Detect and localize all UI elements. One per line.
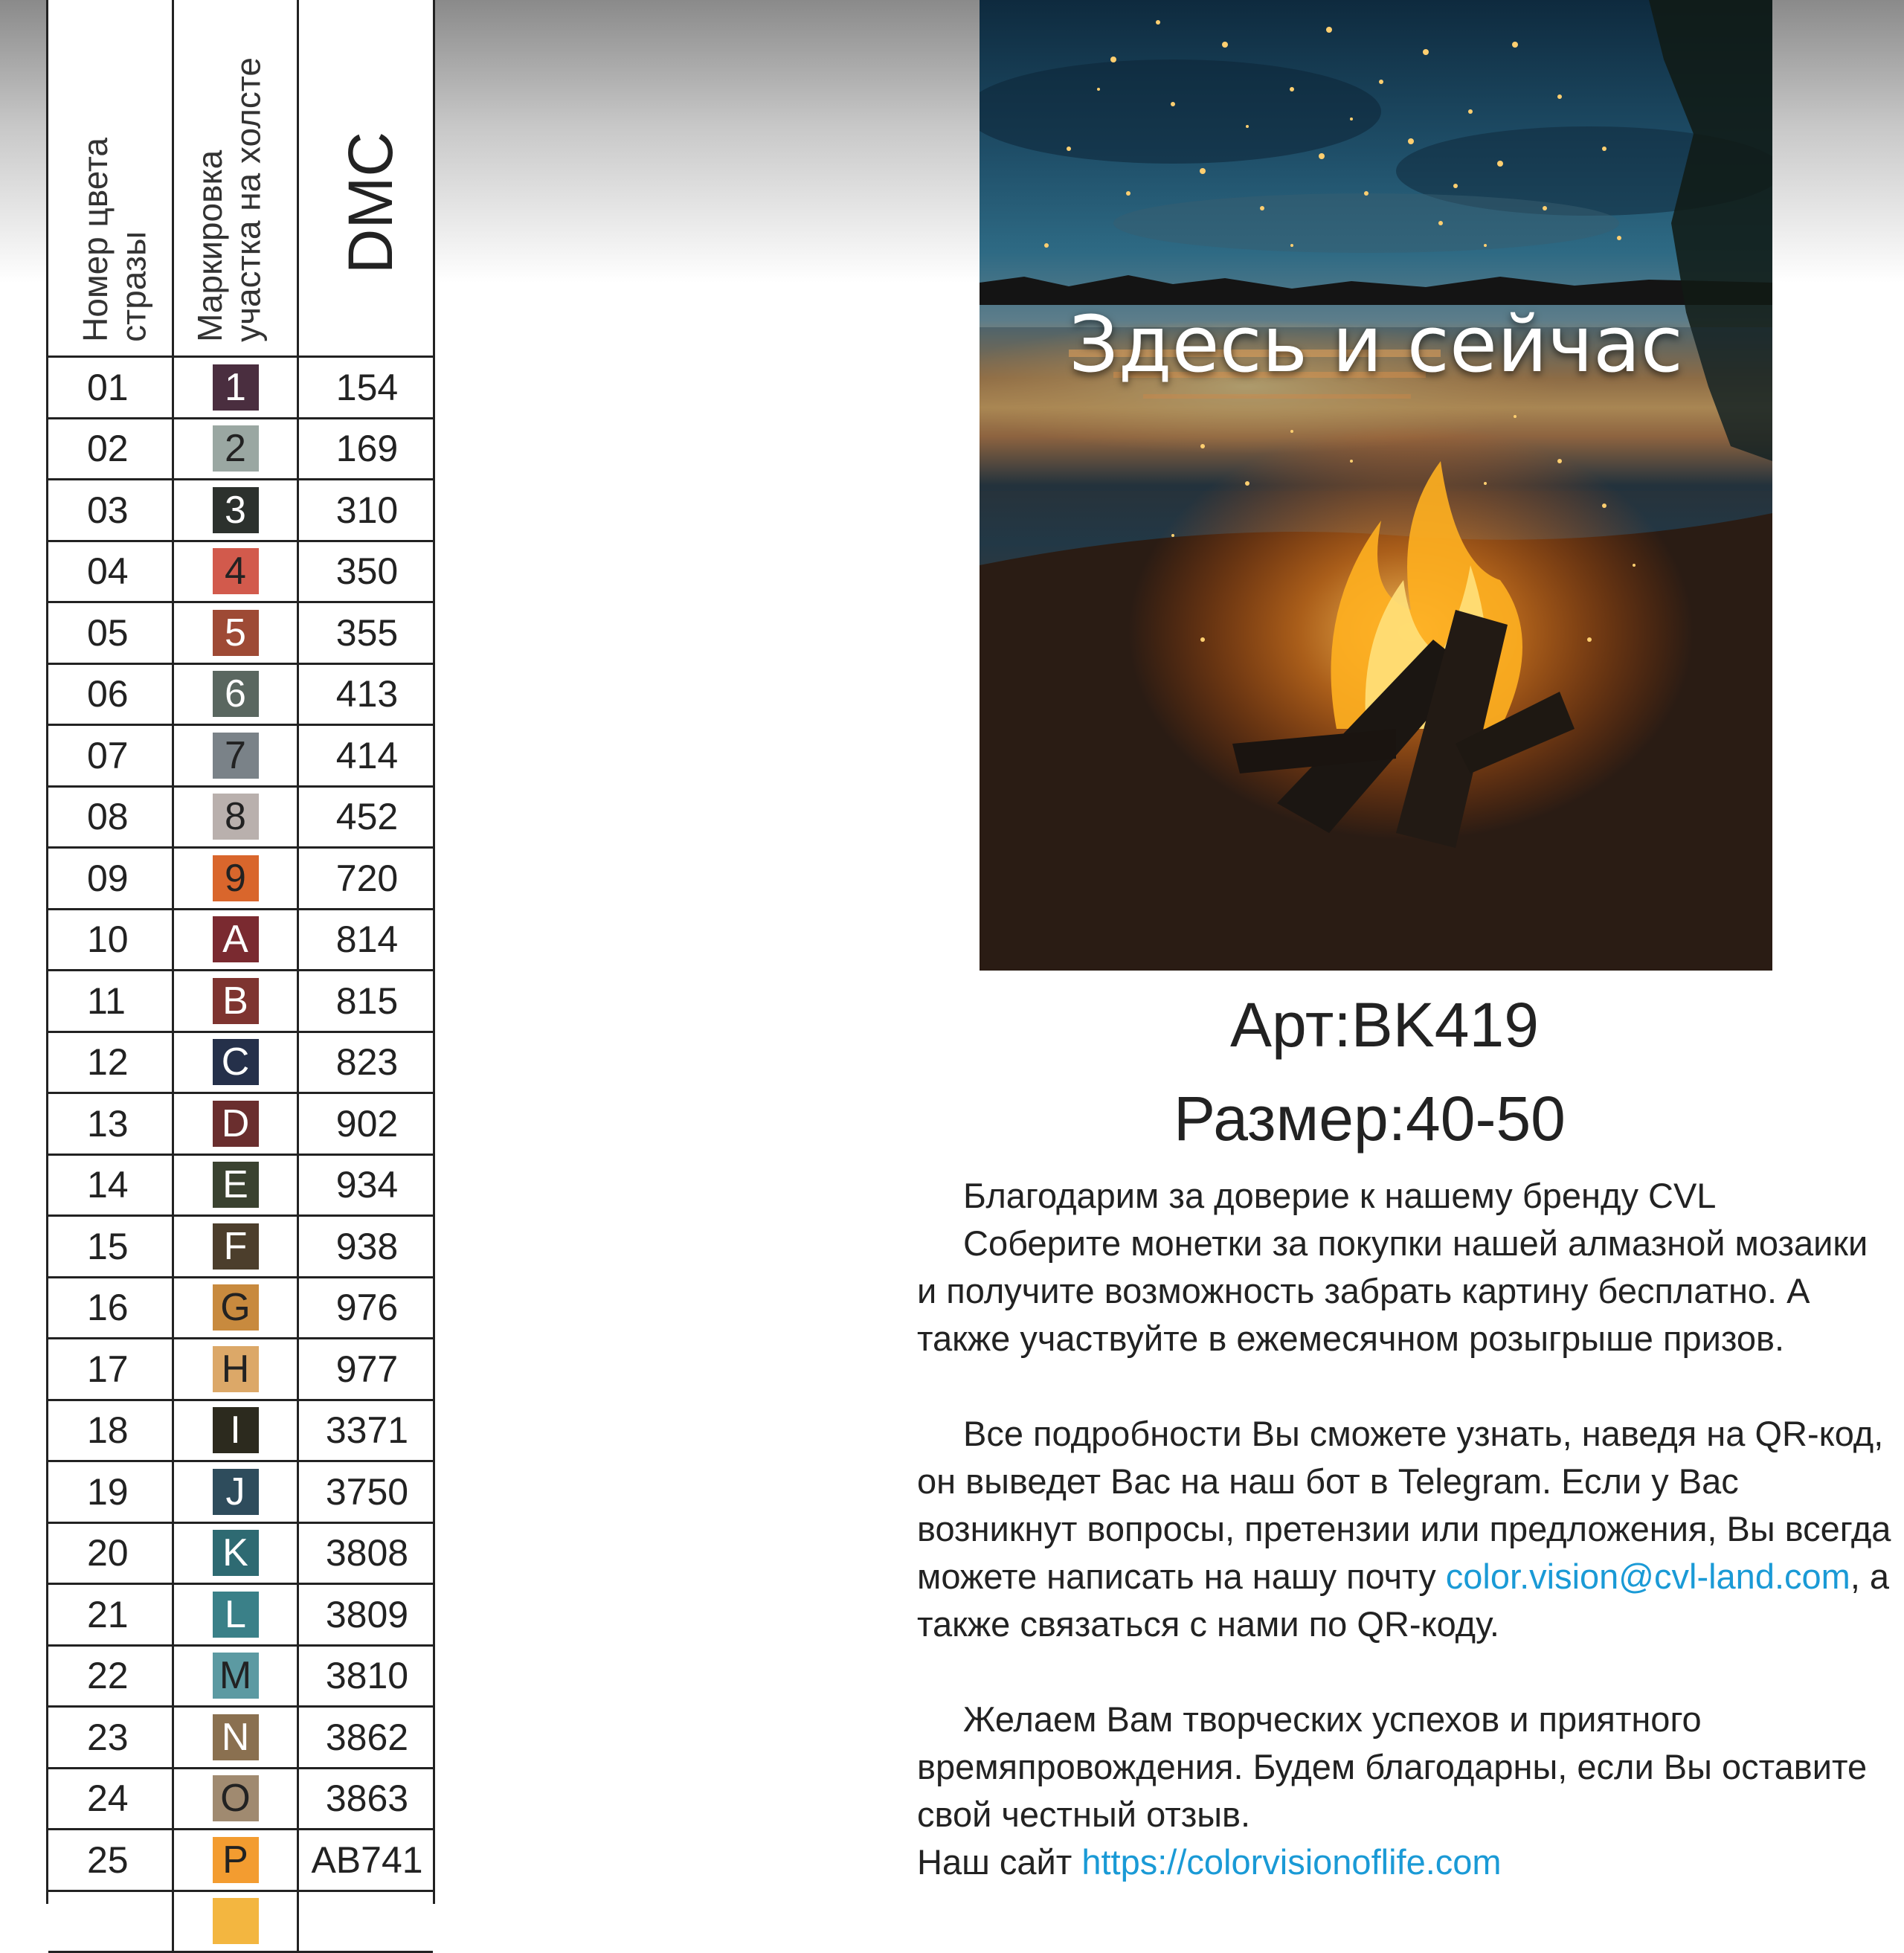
marking-cell <box>172 1217 297 1276</box>
header-dmc: DMC <box>335 132 405 274</box>
color-table-row <box>48 665 433 727</box>
website-link[interactable]: https://colorvisionoflife.com <box>1081 1842 1501 1882</box>
marking-cell <box>172 1769 297 1829</box>
dmc-code: 720 <box>297 849 435 908</box>
color-swatch: 2 <box>213 425 259 472</box>
dmc-code: 3371 <box>297 1401 435 1461</box>
coins-paragraph <box>917 1220 1891 1362</box>
header-divider <box>172 0 174 355</box>
dmc-code: 3750 <box>297 1462 435 1522</box>
dmc-code: 976 <box>297 1278 435 1338</box>
marking-cell <box>172 419 297 479</box>
color-number: 15 <box>48 1217 172 1276</box>
marking-cell <box>172 1830 297 1890</box>
color-number: 23 <box>48 1708 172 1767</box>
color-number: 13 <box>48 1094 172 1154</box>
dmc-code: 169 <box>297 419 435 479</box>
color-swatch: M <box>213 1653 259 1699</box>
color-number: 24 <box>48 1769 172 1829</box>
marking-cell <box>172 1585 297 1644</box>
dmc-code: 355 <box>297 603 435 663</box>
header-color-number: Номер цвета стразы <box>77 138 153 342</box>
color-table-row <box>48 603 433 665</box>
marking-cell <box>172 1892 297 1952</box>
color-table-row <box>48 1462 433 1524</box>
marking-cell <box>172 480 297 540</box>
marking-cell <box>172 1278 297 1338</box>
wishes-text: Желаем Вам творческих успехов и приятного времяпровождения. Будем благодарны, если Вы оставите свой честный отзыв. <box>917 1699 1867 1834</box>
color-number: 21 <box>48 1585 172 1644</box>
color-table-row <box>48 1217 433 1278</box>
dmc-code: 3810 <box>297 1647 435 1706</box>
color-number: 06 <box>48 665 172 724</box>
marking-cell <box>172 849 297 908</box>
color-number: 08 <box>48 788 172 847</box>
color-swatch: 4 <box>213 548 259 594</box>
color-table-row <box>48 480 433 542</box>
thanks-text: Благодарим за доверие к нашему бренду CVL <box>963 1176 1716 1215</box>
color-number: 14 <box>48 1156 172 1215</box>
site-label: Наш сайт <box>917 1842 1081 1882</box>
color-swatch: N <box>213 1714 259 1760</box>
color-number: 11 <box>48 971 172 1031</box>
marking-cell <box>172 1462 297 1522</box>
color-number: 19 <box>48 1462 172 1522</box>
dmc-code: 3809 <box>297 1585 435 1644</box>
dmc-code: 902 <box>297 1094 435 1154</box>
article-number: Арт:BK419 <box>1230 989 1662 1061</box>
wishes-paragraph <box>917 1696 1891 1838</box>
color-table-row <box>48 419 433 481</box>
campfire-scene-illustration <box>980 0 1772 971</box>
color-number: 22 <box>48 1647 172 1706</box>
marking-cell <box>172 788 297 847</box>
dmc-code: 3863 <box>297 1769 435 1829</box>
site-paragraph <box>917 1838 1891 1886</box>
header-canvas-marking: Маркировка участка на холсте <box>191 57 268 342</box>
marking-cell <box>172 971 297 1031</box>
dmc-code: 3808 <box>297 1524 435 1583</box>
marking-cell <box>172 1708 297 1767</box>
marking-cell <box>172 1524 297 1583</box>
color-swatch: D <box>213 1101 259 1147</box>
dmc-code: 823 <box>297 1033 435 1093</box>
color-swatch: I <box>213 1407 259 1453</box>
marking-cell <box>172 1339 297 1399</box>
color-table-row <box>48 971 433 1033</box>
color-table-body <box>48 358 433 1953</box>
marking-cell <box>172 726 297 785</box>
color-number: 17 <box>48 1339 172 1399</box>
dmc-code: 413 <box>297 665 435 724</box>
color-swatch: 7 <box>213 733 259 779</box>
coins-text: Соберите монетки за покупки нашей алмазной мозаики и получите возможность забрать картину бесплатно. А также участвуйте в ежемесячном розыгрыше призов. <box>917 1223 1868 1358</box>
dmc-code: AB741 <box>297 1830 435 1890</box>
dmc-code: 154 <box>297 358 435 417</box>
dmc-code: 934 <box>297 1156 435 1215</box>
color-table-header <box>48 0 433 358</box>
color-swatch: 3 <box>213 487 259 533</box>
color-swatch: L <box>213 1592 259 1638</box>
marking-cell <box>172 665 297 724</box>
marking-cell <box>172 358 297 417</box>
dmc-code: 3862 <box>297 1708 435 1767</box>
email-link[interactable]: color.vision@cvl-land.com <box>1446 1557 1850 1596</box>
color-number: 12 <box>48 1033 172 1093</box>
product-size: Размер:40-50 <box>1174 1083 1694 1155</box>
color-swatch: H <box>213 1346 259 1392</box>
color-table-row <box>48 1892 433 1953</box>
dmc-code: 815 <box>297 971 435 1031</box>
color-table <box>46 0 435 1904</box>
color-swatch: 5 <box>213 610 259 656</box>
color-number: 07 <box>48 726 172 785</box>
contact-paragraph <box>917 1410 1891 1648</box>
color-number: 10 <box>48 910 172 970</box>
color-number: 25 <box>48 1830 172 1890</box>
dmc-code: 977 <box>297 1339 435 1399</box>
header-divider <box>297 0 299 355</box>
marking-cell <box>172 910 297 970</box>
color-table-row <box>48 1156 433 1217</box>
color-table-row <box>48 1401 433 1463</box>
color-table-row <box>48 726 433 788</box>
color-swatch: 6 <box>213 671 259 717</box>
color-table-row <box>48 788 433 849</box>
marking-cell <box>172 1156 297 1215</box>
color-table-row <box>48 1278 433 1340</box>
color-swatch <box>213 1898 259 1944</box>
color-table-row <box>48 1339 433 1401</box>
color-swatch: P <box>213 1837 259 1883</box>
color-number: 01 <box>48 358 172 417</box>
color-number: 18 <box>48 1401 172 1461</box>
dmc-code: 350 <box>297 542 435 602</box>
color-table-row <box>48 1033 433 1095</box>
dmc-code: 452 <box>297 788 435 847</box>
color-swatch: K <box>213 1530 259 1576</box>
color-swatch: G <box>213 1284 259 1331</box>
color-table-row <box>48 358 433 419</box>
thanks-paragraph <box>917 1172 1891 1220</box>
color-table-row <box>48 1769 433 1831</box>
color-table-row <box>48 849 433 910</box>
color-swatch: C <box>213 1039 259 1085</box>
marking-cell <box>172 542 297 602</box>
marking-cell <box>172 1094 297 1154</box>
dmc-code: 414 <box>297 726 435 785</box>
color-table-row <box>48 910 433 972</box>
color-swatch: A <box>213 916 259 962</box>
color-number: 04 <box>48 542 172 602</box>
dmc-code <box>297 1892 435 1952</box>
color-swatch: B <box>213 978 259 1024</box>
color-number: 16 <box>48 1278 172 1338</box>
color-swatch: 8 <box>213 794 259 840</box>
color-table-row <box>48 1830 433 1892</box>
poster-title: Здесь и сейчас <box>980 299 1772 390</box>
color-number: 02 <box>48 419 172 479</box>
color-number: 20 <box>48 1524 172 1583</box>
dmc-code: 814 <box>297 910 435 970</box>
color-table-row <box>48 1708 433 1769</box>
color-swatch: F <box>213 1223 259 1270</box>
color-number: 09 <box>48 849 172 908</box>
contact-text: Все подробности Вы сможете узнать, наведя на QR-код, он выведет Вас на наш бот в Telegram. Если у Вас возникнут вопросы, претензии или предложения, Вы всегда можете написать на нашу почту <box>917 1414 1891 1596</box>
color-swatch: E <box>213 1162 259 1208</box>
marking-cell <box>172 1033 297 1093</box>
product-poster-image <box>980 0 1772 971</box>
color-table-row <box>48 542 433 604</box>
color-number <box>48 1892 172 1952</box>
contact-text-end: , а также связаться с нами по QR-коду. <box>917 1557 1889 1644</box>
color-swatch: O <box>213 1775 259 1821</box>
color-number: 05 <box>48 603 172 663</box>
color-swatch: 9 <box>213 855 259 901</box>
color-table-row <box>48 1647 433 1708</box>
color-table-row <box>48 1094 433 1156</box>
color-swatch: J <box>213 1469 259 1515</box>
marking-cell <box>172 1647 297 1706</box>
color-table-row <box>48 1585 433 1647</box>
marking-cell <box>172 603 297 663</box>
dmc-code: 938 <box>297 1217 435 1276</box>
dmc-code: 310 <box>297 480 435 540</box>
color-number: 03 <box>48 480 172 540</box>
color-table-row <box>48 1524 433 1586</box>
marking-cell <box>172 1401 297 1461</box>
color-swatch: 1 <box>213 364 259 411</box>
